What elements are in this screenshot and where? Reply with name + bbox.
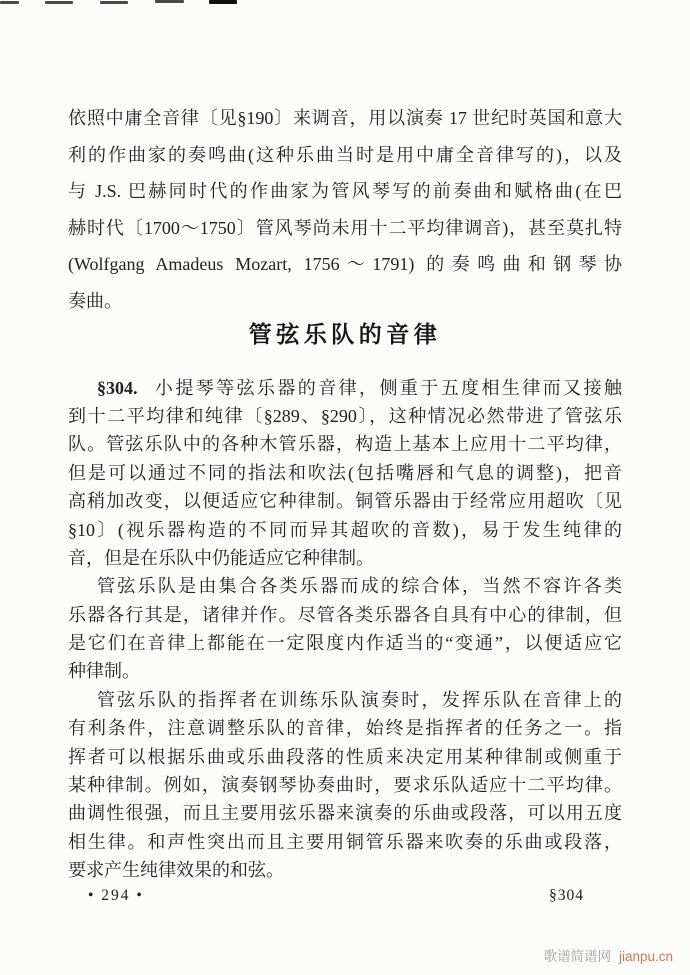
text-line: 曲调性很强，而且主要用弦乐器来演奏的乐曲或段落，可以用五度	[68, 803, 622, 824]
text-line: 赫时代〔1700～1750〕管风琴尚未用十二平均律调音)，甚至莫扎特	[68, 217, 622, 238]
text-line: 相生律。和声性突出而且主要用铜管乐器来吹奏的乐曲或段落，	[68, 831, 622, 852]
page-footer	[68, 886, 622, 905]
footer-section-ref: §304	[549, 886, 584, 904]
scan-dash	[45, 1, 73, 4]
watermark	[544, 948, 673, 966]
text-line: (Wolfgang Amadeus Mozart, 1756～1791) 的奏鸣曲和钢琴协	[68, 254, 622, 275]
watermark-domain: jianpu.cn	[618, 949, 673, 964]
text-line	[68, 374, 622, 402]
text-line: 有利条件，注意调整乐队的音律，始终是指挥者的任务之一。指	[68, 718, 622, 739]
text-line: 到十二平均律和纯律〔§289、§290〕，这种情况必然带进了管弦乐	[68, 405, 622, 426]
text-line: 管弦乐队的指挥者在训练乐队演奏时，发挥乐队在音律上的	[97, 689, 622, 710]
text-line: 但是可以通过不同的指法和吹法(包括嘴唇和气息的调整)，把音	[68, 462, 622, 483]
text-line: 管弦乐队是由集合各类乐器而成的综合体，当然不容许各类	[97, 576, 622, 597]
conductor-paragraph	[68, 686, 622, 885]
footer-page-number: • 294 •	[88, 886, 144, 904]
text-line: 乐器各行其是，诸律并作。尽管各类乐器各自具有中心的律制，但	[68, 604, 622, 625]
page-heading: 管弦乐队的音律	[248, 321, 442, 347]
ensemble-paragraph	[68, 572, 622, 686]
text-line: 与 J.S. 巴赫同时代的作曲家为管风琴写的前奏曲和赋格曲(在巴	[68, 181, 622, 202]
text-line: §10〕(视乐器构造的不同而异其超吹的音数)，易于发生纯律的	[68, 519, 622, 540]
text-line: 奏曲。	[68, 290, 122, 311]
text-line: 某种律制。例如，演奏钢琴协奏曲时，要求乐队适应十二平均律。	[68, 775, 622, 796]
text-line: 音，但是在乐队中仍能适应它种律制。	[68, 547, 374, 568]
intro-paragraph	[68, 100, 622, 320]
scan-dash	[100, 1, 128, 4]
scan-dash	[0, 1, 19, 4]
section-number: §304.	[97, 377, 138, 398]
scan-dash	[155, 0, 184, 3]
text-span: 小提琴等弦乐器的音律，侧重于五度相生律而又接触	[152, 377, 622, 398]
text-line: 挥者可以根据乐曲或乐曲段落的性质来决定用某种律制或侧重于	[68, 746, 622, 767]
text-line: 队。管弦乐队中的各种木管乐器，构造上基本上应用十二平均律，	[68, 434, 622, 455]
watermark-site-name: 歌谱简谱网	[543, 949, 612, 964]
scan-dash	[209, 0, 237, 4]
text-line: 依照中庸全音律〔见§190〕来调音，用以演奏 17 世纪时英国和意大	[68, 108, 622, 128]
text-line: 高稍加改变，以便适应它种律制。铜管乐器由于经常应用超吹〔见	[68, 491, 622, 512]
text-line: 要求产生纯律效果的和弦。	[68, 860, 284, 881]
text-column	[68, 100, 622, 905]
text-line: 种律制。	[68, 661, 140, 682]
section-304-paragraph	[68, 374, 622, 573]
text-line: 是它们在音律上都能在一定限度内作适当的“变通”，以便适应它	[68, 633, 622, 654]
text-line: 利的作曲家的奏鸣曲(这种乐曲当时是用中庸全音律写的)，以及	[68, 144, 622, 165]
